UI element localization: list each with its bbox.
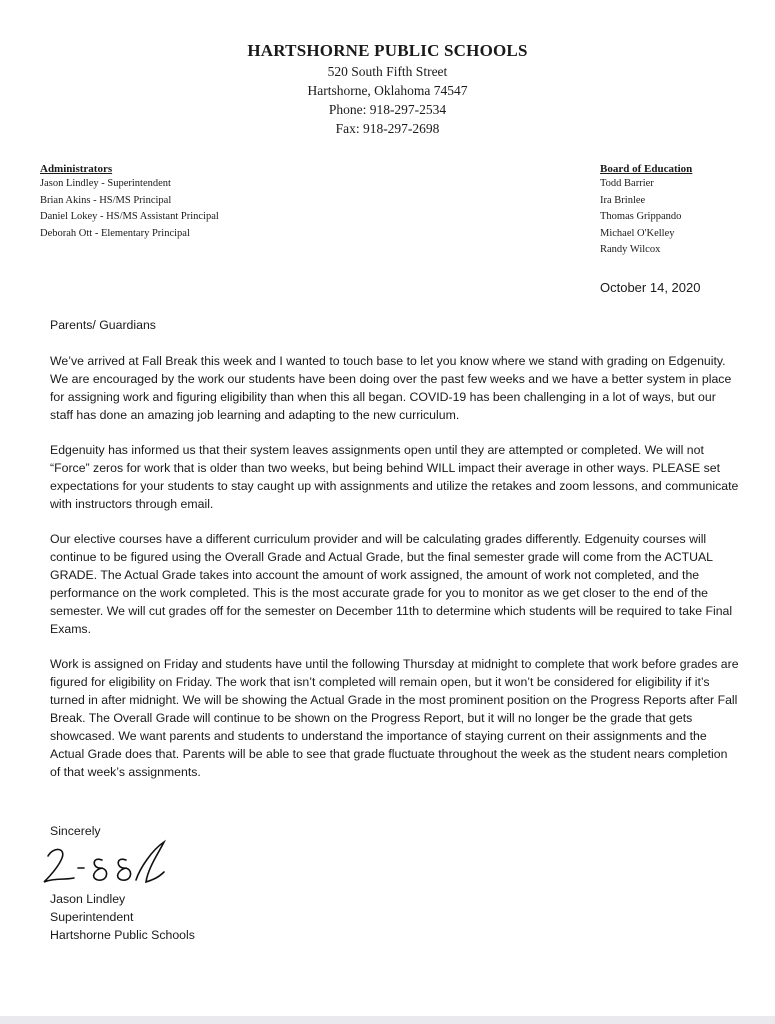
- address-line-2: Hartshorne, Oklahoma 74547: [307, 83, 468, 98]
- administrator-item: Deborah Ott - Elementary Principal: [40, 227, 190, 239]
- board-of-education-list: [600, 162, 692, 259]
- administrator-item: Jason Lindley - Superintendent: [40, 178, 171, 189]
- administrator-item: Brian Akins - HS/MS Principal: [40, 194, 172, 206]
- board-member: Randy Wilcox: [600, 244, 661, 255]
- phone-number: Phone: 918-297-2534: [328, 102, 447, 117]
- letterhead: [0, 40, 775, 138]
- signature-block: [50, 890, 195, 944]
- administrator-item: Daniel Lokey - HS/MS Assistant Principal: [40, 211, 219, 222]
- board-member: Michael O'Kelley: [600, 227, 675, 239]
- fax-number: Fax: 918-297-2698: [335, 121, 440, 136]
- signer-organization: Hartshorne Public Schools: [50, 928, 195, 942]
- administrators-heading: Administrators: [40, 163, 113, 175]
- letter-body: [50, 316, 740, 798]
- board-member: Thomas Grippando: [600, 211, 682, 222]
- board-heading: Board of Education: [600, 163, 693, 175]
- board-member: Ira Brinlee: [600, 194, 646, 206]
- letter-date: October 14, 2020: [600, 280, 701, 295]
- closing: Sincerely: [50, 824, 101, 838]
- signer-name: Jason Lindley: [50, 892, 126, 906]
- administrators-list: [40, 162, 219, 242]
- body-paragraph: Our elective courses have a different curriculum provider and will be calculating grades differently. Edgenuity courses will continue to be figured using the Overall Grade and Actual Grade, but the final semester grade will come from the ACTUAL GRADE. The Actual Grade takes into account the amount of work assigned, the amount of work not completed, and the performance on the work completed. This is the most accurate grade for you to monitor as we get closer to the end of the semester. We will cut grades off for the semester on December 11th to determine which students will be required to take Final Exams.: [50, 532, 733, 636]
- body-paragraph: Work is assigned on Friday and students have until the following Thursday at midnight to complete that work before grades are figured for eligibility on Friday. The work that isn’t completed will remain open, but it won’t be considered for eligibility if it’s turned in after midnight. We will be showing the Actual Grade in the most prominent position on the Progress Reports after Fall Break. The Overall Grade will continue to be shown on the Progress Report, but it will no longer be the grade that gets showcased. We want parents and students to understand the importance of staying current on their assignments and the Actual Grade does that. Parents will be able to see that grade fluctuate throughout the week as the student nears completion of that week’s assignments.: [50, 657, 739, 779]
- address-line-1: 520 South Fifth Street: [327, 64, 448, 79]
- signature-icon: [40, 838, 180, 894]
- body-paragraph: Edgenuity has informed us that their system leaves assignments open until they are attempted or completed. We will not “Force” zeros for work that is older than two weeks, but being behind WILL impact their average in other ways. PLEASE set expectations for your students to stay caught up with assignments and utilize the retakes and zoom lessons, and communicate with instructors through email.: [50, 443, 739, 511]
- body-paragraph: We’ve arrived at Fall Break this week and I wanted to touch base to let you know where we stand with grading on Edgenuity. We are encouraged by the work our students have been doing over the past few weeks and we have a better system in place for assigning work and figuring eligibility than when this all began. COVID-19 has been challenging in a lot of ways, but our staff has done an amazing job learning and adapting to the new curriculum.: [50, 354, 732, 422]
- org-name: HARTSHORNE PUBLIC SCHOOLS: [247, 41, 528, 60]
- salutation: Parents/ Guardians: [50, 318, 156, 332]
- signer-title: Superintendent: [50, 910, 134, 924]
- bottom-edge: [0, 1016, 775, 1024]
- board-member: Todd Barrier: [600, 178, 654, 189]
